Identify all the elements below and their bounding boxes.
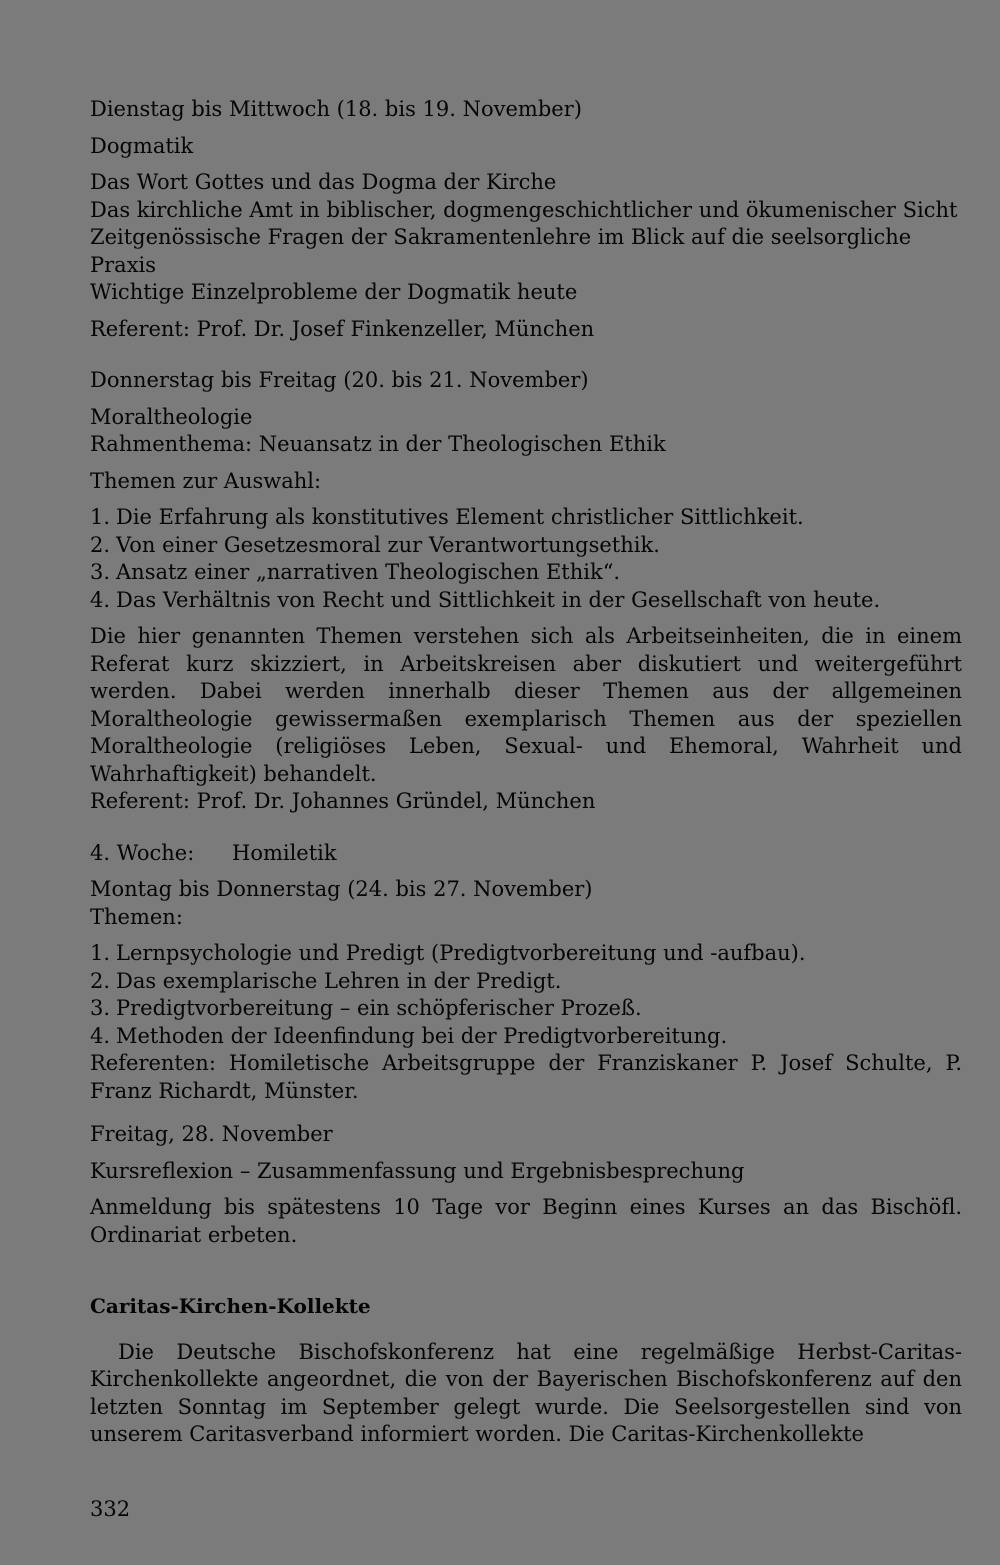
list-text: Predigtvorbereitung – ein schöpferischer Prozeß. [116, 996, 642, 1020]
moral-subject: Moraltheologie [90, 404, 253, 429]
list-item [90, 532, 962, 560]
list-text: Von einer Gesetzesmoral zur Verantwortungsethik. [116, 532, 660, 557]
week-label: 4. Woche: [90, 840, 195, 865]
dogmatik-topic: Wichtige Einzelprobleme der Dogmatik heute [90, 280, 578, 304]
list-number: 4. [90, 587, 111, 612]
week-subject: Homiletik [232, 840, 337, 865]
dogmatik-speaker: Referent: Prof. Dr. Josef Finkenzeller, München [90, 316, 595, 341]
moral-paragraph: Die hier genannten Themen verstehen sich als Arbeitseinheiten, die in einem Referat kurz skizziert, in Arbeitskreisen aber diskutiert und weitergeführt werden. Dabei werden innerhalb dieser Themen aus der allgemeinen Moraltheologie gewissermaßen exemplarisch Themen aus der speziellen Moraltheologie (religiöses Leben, Sexual- und Ehemoral, Wahrheit und Wahrhaftigkeit) behandelt. [90, 624, 962, 786]
homiletik-week [90, 840, 962, 868]
moral-date: Donnerstag bis Freitag (20. bis 21. November) [90, 368, 589, 392]
list-number: 2. [90, 968, 111, 993]
dogmatik-topic: Das Wort Gottes und das Dogma der Kirche [90, 170, 557, 194]
page-number: 332 [90, 1497, 131, 1521]
list-number: 1. [90, 941, 111, 965]
list-item [90, 559, 962, 587]
moral-frame-theme: Rahmenthema: Neuansatz in der Theologischen Ethik [90, 432, 666, 456]
list-text: Die Erfahrung als konstitutives Element christlicher Sittlichkeit. [116, 505, 804, 529]
list-item [90, 504, 962, 532]
list-number: 2. [90, 532, 111, 557]
closing-date: Freitag, 28. November [90, 1122, 333, 1146]
registration-note: Anmeldung bis spätestens 10 Tage vor Beginn eines Kurses an das Bischöfl. Ordinariat erbeten. [90, 1195, 962, 1247]
list-item [90, 940, 962, 968]
moral-choice-heading: Themen zur Auswahl: [90, 468, 322, 493]
dogmatik-topic: Das kirchliche Amt in biblischer, dogmengeschichtlicher und ökumenischer Sicht [90, 197, 958, 222]
dogmatik-subject: Dogmatik [90, 133, 194, 158]
dogmatik-topics [90, 169, 962, 307]
moral-speaker: Referent: Prof. Dr. Johannes Gründel, München [90, 789, 596, 813]
list-item [90, 587, 962, 615]
list-text: Lernpsychologie und Predigt (Predigtvorbereitung und -aufbau). [116, 941, 806, 965]
dogmatik-date: Dienstag bis Mittwoch (18. bis 19. November) [90, 97, 582, 121]
moral-list [90, 504, 962, 614]
list-number: 3. [90, 560, 111, 584]
list-text: Das exemplarische Lehren in der Predigt. [116, 968, 562, 993]
list-item [90, 1023, 962, 1051]
list-number: 3. [90, 996, 111, 1020]
caritas-heading: Caritas-Kirchen-Kollekte [90, 1294, 371, 1318]
homiletik-list [90, 940, 962, 1050]
list-item [90, 995, 962, 1023]
list-number: 4. [90, 1023, 111, 1048]
list-text: Das Verhältnis von Recht und Sittlichkeit in der Gesellschaft von heute. [116, 587, 881, 612]
list-number: 1. [90, 505, 111, 529]
text-column [90, 96, 962, 1449]
caritas-paragraph: Die Deutsche Bischofskonferenz hat eine regelmäßige Herbst-Caritas-Kirchenkollekte angeordnet, die von der Bayerischen Bischofskonferenz auf den letzten Sonntag im September gelegt wurde. Die Seelsorgestellen sind von unserem Caritasverband informiert worden. Die Caritas-Kirchenkollekte [90, 1339, 962, 1446]
list-text: Methoden der Ideenfindung bei der Predigtvorbereitung. [116, 1023, 728, 1048]
list-item [90, 968, 962, 996]
homiletik-date: Montag bis Donnerstag (24. bis 27. November) [90, 877, 593, 901]
list-text: Ansatz einer „narrativen Theologischen Ethik“. [116, 560, 621, 584]
homiletik-themes-heading: Themen: [90, 904, 183, 929]
closing-subject: Kursreflexion – Zusammenfassung und Ergebnisbesprechung [90, 1158, 745, 1183]
dogmatik-topic: Zeitgenössische Fragen der Sakramentenlehre im Blick auf die seelsorgliche Praxis [90, 225, 912, 277]
homiletik-speakers: Referenten: Homiletische Arbeitsgruppe der Franziskaner P. Josef Schulte, P. Franz Richardt, Münster. [90, 1051, 962, 1103]
